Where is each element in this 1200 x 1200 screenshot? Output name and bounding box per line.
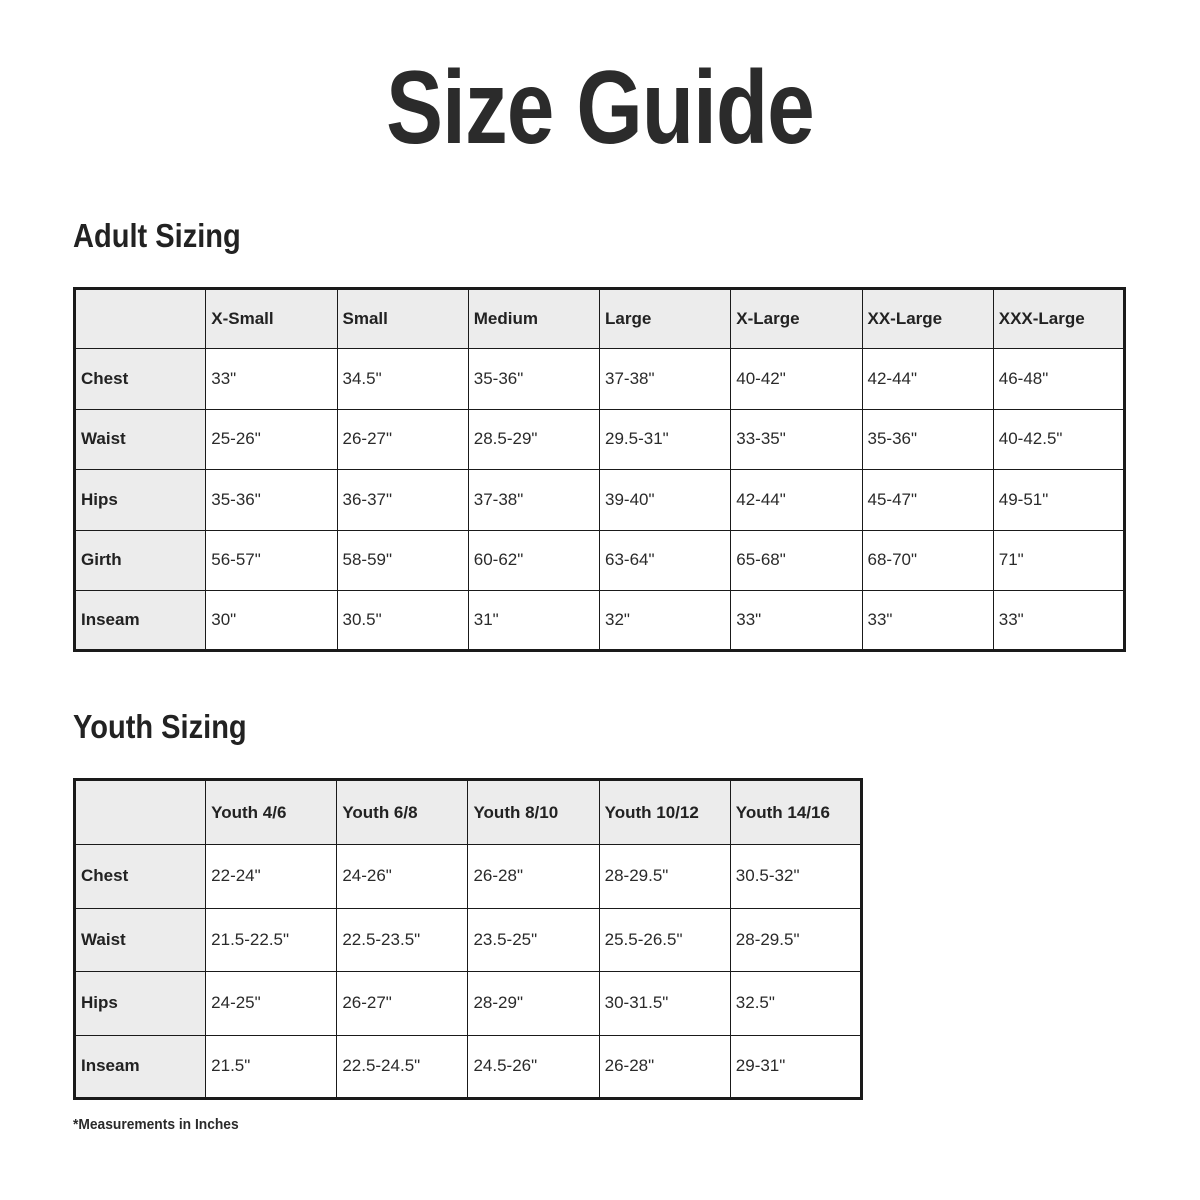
table-cell: 33": [993, 590, 1124, 650]
page-title: Size Guide: [386, 50, 814, 166]
youth-sizing-heading: Youth Sizing: [73, 708, 247, 745]
table-cell: 33": [862, 590, 993, 650]
table-row: [75, 1035, 862, 1099]
table-cell: 35-36": [206, 470, 337, 530]
table-cell: 33": [731, 590, 862, 650]
table-cell: 30.5": [337, 590, 468, 650]
table-cell: 22-24": [206, 845, 337, 909]
table-row: [75, 972, 862, 1036]
table-cell: 23.5-25": [468, 908, 599, 972]
table-cell: 33": [206, 349, 337, 409]
column-header: Youth 14/16: [730, 780, 861, 845]
youth-size-table: [73, 778, 863, 1100]
row-label: Hips: [75, 972, 206, 1036]
adult-sizing-heading: Adult Sizing: [73, 217, 241, 254]
table-cell: 39-40": [600, 470, 731, 530]
table-cell: 33-35": [731, 409, 862, 469]
table-cell: 29-31": [730, 1035, 861, 1099]
measurement-footnote: *Measurements in Inches: [73, 1116, 239, 1133]
table-cell: 24-26": [337, 845, 468, 909]
table-cell: 32": [600, 590, 731, 650]
column-header: Small: [337, 289, 468, 349]
table-cell: 26-27": [337, 409, 468, 469]
table-cell: 30.5-32": [730, 845, 861, 909]
table-cell: 21.5": [206, 1035, 337, 1099]
table-cell: 37-38": [468, 470, 599, 530]
table-cell: 46-48": [993, 349, 1124, 409]
table-cell: 42-44": [731, 470, 862, 530]
row-label: Chest: [75, 349, 206, 409]
column-header: X-Small: [206, 289, 337, 349]
table-cell: 29.5-31": [600, 409, 731, 469]
table-cell: 32.5": [730, 972, 861, 1036]
row-label: Waist: [75, 908, 206, 972]
table-cell: 22.5-24.5": [337, 1035, 468, 1099]
table-cell: 26-28": [468, 845, 599, 909]
table-row: [75, 409, 1125, 469]
column-header: Youth 6/8: [337, 780, 468, 845]
corner-cell: [75, 780, 206, 845]
table-cell: 36-37": [337, 470, 468, 530]
table-row: [75, 590, 1125, 650]
table-cell: 60-62": [468, 530, 599, 590]
table-cell: 28-29": [468, 972, 599, 1036]
row-label: Inseam: [75, 590, 206, 650]
table-cell: 26-28": [599, 1035, 730, 1099]
table-row: [75, 349, 1125, 409]
table-cell: 37-38": [600, 349, 731, 409]
row-label: Waist: [75, 409, 206, 469]
table-cell: 65-68": [731, 530, 862, 590]
row-label: Hips: [75, 470, 206, 530]
column-header: Youth 10/12: [599, 780, 730, 845]
table-cell: 28.5-29": [468, 409, 599, 469]
column-header: XXX-Large: [993, 289, 1124, 349]
table-cell: 25.5-26.5": [599, 908, 730, 972]
table-cell: 28-29.5": [730, 908, 861, 972]
table-cell: 56-57": [206, 530, 337, 590]
row-label: Girth: [75, 530, 206, 590]
table-row: [75, 845, 862, 909]
row-label: Chest: [75, 845, 206, 909]
table-cell: 63-64": [600, 530, 731, 590]
table-cell: 34.5": [337, 349, 468, 409]
table-cell: 21.5-22.5": [206, 908, 337, 972]
table-cell: 35-36": [468, 349, 599, 409]
table-cell: 28-29.5": [599, 845, 730, 909]
table-cell: 58-59": [337, 530, 468, 590]
corner-cell: [75, 289, 206, 349]
row-label: Inseam: [75, 1035, 206, 1099]
table-cell: 25-26": [206, 409, 337, 469]
table-cell: 68-70": [862, 530, 993, 590]
table-header-row: [75, 780, 862, 845]
column-header: Youth 4/6: [206, 780, 337, 845]
table-row: [75, 470, 1125, 530]
table-cell: 42-44": [862, 349, 993, 409]
table-cell: 45-47": [862, 470, 993, 530]
column-header: X-Large: [731, 289, 862, 349]
column-header: Youth 8/10: [468, 780, 599, 845]
column-header: XX-Large: [862, 289, 993, 349]
table-cell: 24-25": [206, 972, 337, 1036]
table-cell: 30": [206, 590, 337, 650]
table-cell: 30-31.5": [599, 972, 730, 1036]
table-cell: 35-36": [862, 409, 993, 469]
table-cell: 24.5-26": [468, 1035, 599, 1099]
table-cell: 22.5-23.5": [337, 908, 468, 972]
table-cell: 31": [468, 590, 599, 650]
table-cell: 40-42": [731, 349, 862, 409]
table-cell: 49-51": [993, 470, 1124, 530]
adult-size-table: [73, 287, 1126, 652]
table-row: [75, 530, 1125, 590]
table-cell: 26-27": [337, 972, 468, 1036]
column-header: Medium: [468, 289, 599, 349]
table-header-row: [75, 289, 1125, 349]
table-cell: 71": [993, 530, 1124, 590]
table-row: [75, 908, 862, 972]
column-header: Large: [600, 289, 731, 349]
table-cell: 40-42.5": [993, 409, 1124, 469]
